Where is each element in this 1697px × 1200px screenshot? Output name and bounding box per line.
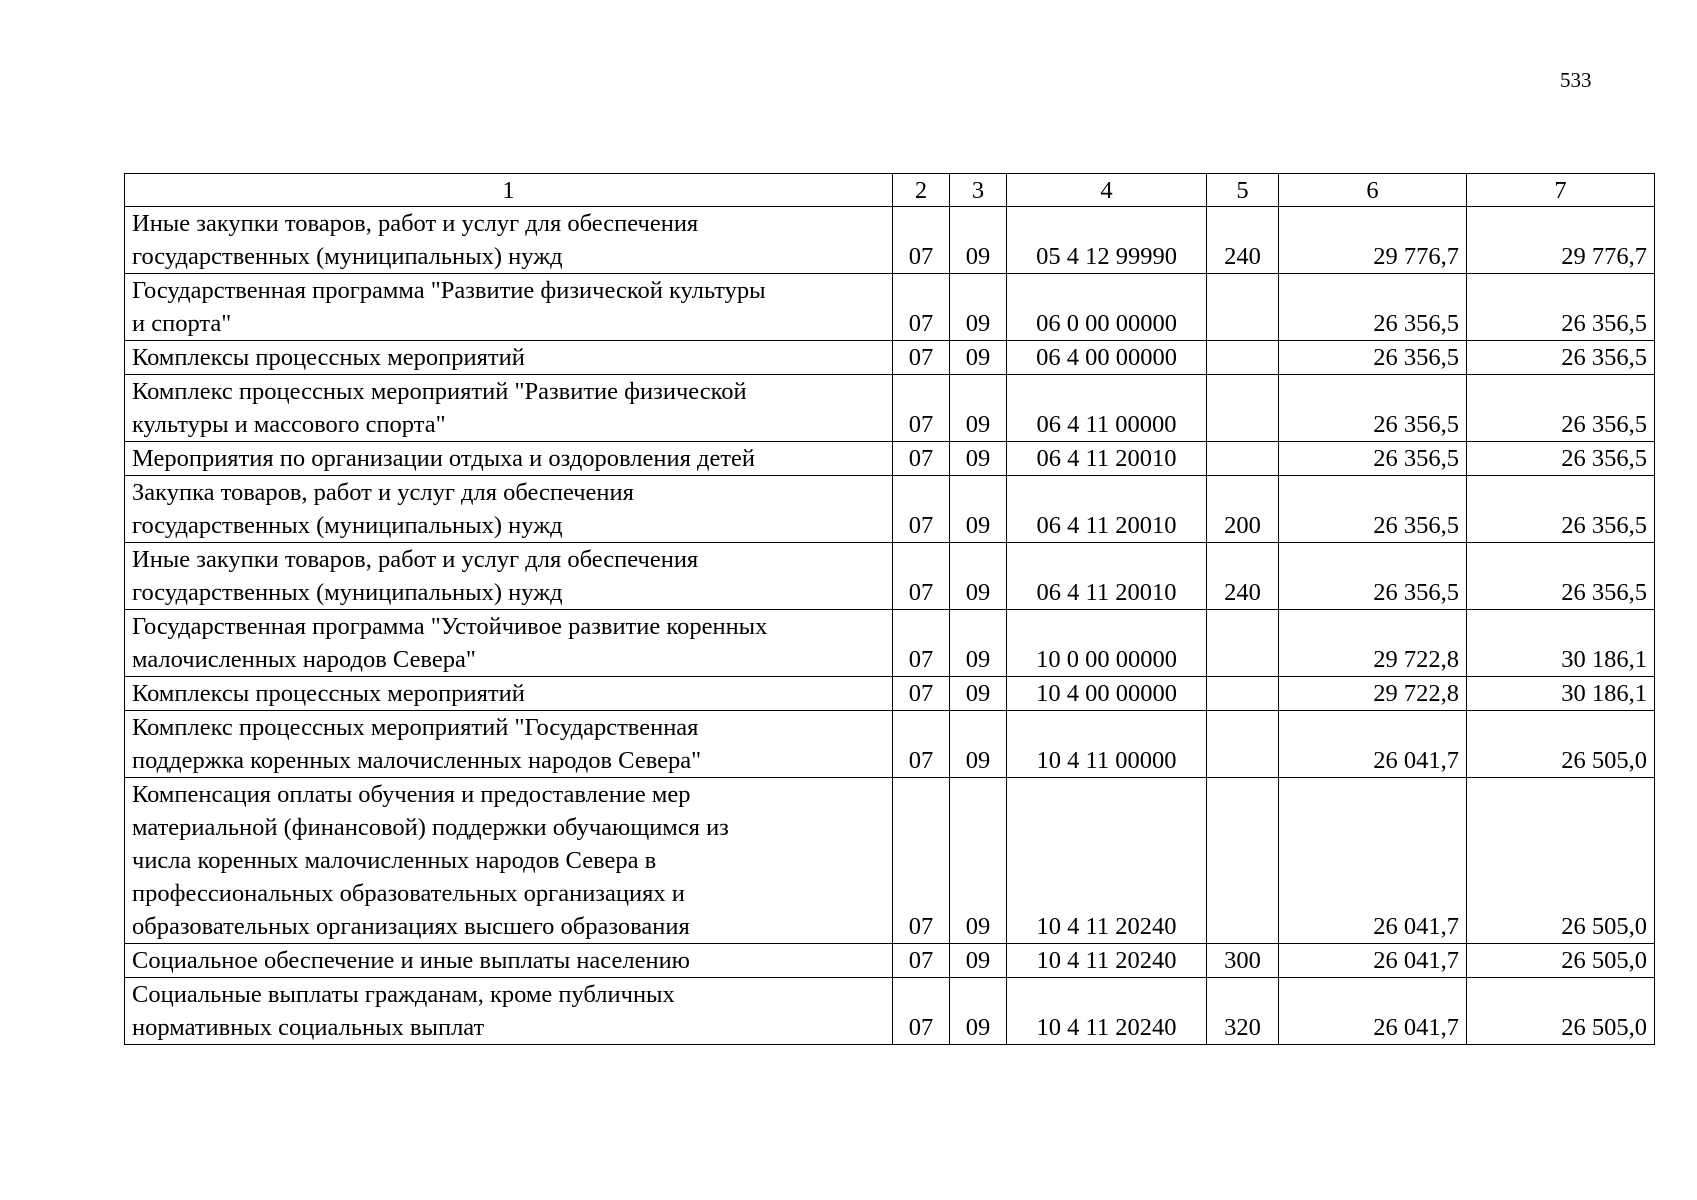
amount-year2-cell: 26 356,5 [1467,476,1655,543]
table-row [125,711,1655,778]
row-name-line: Комплекс процессных мероприятий "Развитие физической [132,378,747,405]
row-name-line: государственных (муниципальных) нужд [132,243,563,270]
amount-year1-cell: 26 356,5 [1279,375,1467,442]
expense-type-code-cell: 240 [1207,543,1279,610]
amount-year1-cell: 26 041,7 [1279,978,1467,1045]
amount-year2-cell: 26 356,5 [1467,375,1655,442]
row-name-cell [125,442,893,476]
column-header-6: 6 [1279,174,1467,207]
subsection-code-cell: 09 [950,274,1007,341]
row-name-cell [125,476,893,543]
expense-type-code-cell [1207,778,1279,944]
row-name-cell [125,274,893,341]
row-name-line: образовательных организациях высшего образования [132,913,690,940]
column-header-3: 3 [950,174,1007,207]
section-code-cell: 07 [893,341,950,375]
subsection-code-cell: 09 [950,978,1007,1045]
amount-year1-cell: 26 356,5 [1279,442,1467,476]
amount-year1-cell: 26 041,7 [1279,711,1467,778]
amount-year1-cell: 29 776,7 [1279,207,1467,274]
row-name-cell [125,978,893,1045]
expense-type-code-cell: 200 [1207,476,1279,543]
row-name-line: Социальное обеспечение и иные выплаты населению [132,947,690,974]
row-name-line: числа коренных малочисленных народов Севера в [132,847,657,874]
row-name-line: Государственная программа "Устойчивое развитие коренных [132,613,768,640]
amount-year2-cell: 26 505,0 [1467,978,1655,1045]
expense-type-code-cell [1207,341,1279,375]
column-header-1: 1 [125,174,893,207]
amount-year1-cell: 29 722,8 [1279,610,1467,677]
amount-year2-cell: 26 356,5 [1467,274,1655,341]
expense-type-code-cell [1207,375,1279,442]
row-name-line: материальной (финансовой) поддержки обучающимся из [132,814,729,841]
amount-year2-cell: 26 505,0 [1467,778,1655,944]
amount-year1-cell: 26 356,5 [1279,543,1467,610]
row-name-line: Закупка товаров, работ и услуг для обеспечения [132,479,634,506]
row-name-line: Мероприятия по организации отдыха и оздоровления детей [132,445,756,472]
row-name-cell [125,207,893,274]
amount-year1-cell: 26 041,7 [1279,778,1467,944]
table-row [125,543,1655,610]
amount-year1-cell: 26 356,5 [1279,476,1467,543]
row-name-line: профессиональных образовательных организациях и [132,880,685,907]
target-item-code-cell: 06 4 11 20010 [1007,442,1207,476]
target-item-code-cell: 10 4 00 00000 [1007,677,1207,711]
budget-table [124,173,1655,1045]
expense-type-code-cell: 240 [1207,207,1279,274]
amount-year2-cell: 26 356,5 [1467,543,1655,610]
table-row [125,778,1655,944]
expense-type-code-cell: 320 [1207,978,1279,1045]
section-code-cell: 07 [893,711,950,778]
section-code-cell: 07 [893,476,950,543]
target-item-code-cell: 10 4 11 20240 [1007,778,1207,944]
subsection-code-cell: 09 [950,543,1007,610]
section-code-cell: 07 [893,677,950,711]
section-code-cell: 07 [893,978,950,1045]
column-header-5: 5 [1207,174,1279,207]
row-name-line: культуры и массового спорта" [132,411,446,438]
expense-type-code-cell [1207,677,1279,711]
table-row [125,944,1655,978]
table-row [125,476,1655,543]
subsection-code-cell: 09 [950,341,1007,375]
row-name-cell [125,543,893,610]
row-name-line: Комплексы процессных мероприятий [132,344,525,371]
section-code-cell: 07 [893,274,950,341]
section-code-cell: 07 [893,207,950,274]
amount-year2-cell: 26 505,0 [1467,711,1655,778]
row-name-line: малочисленных народов Севера" [132,646,476,673]
row-name-line: государственных (муниципальных) нужд [132,579,563,606]
target-item-code-cell: 10 4 11 00000 [1007,711,1207,778]
amount-year2-cell: 30 186,1 [1467,677,1655,711]
subsection-code-cell: 09 [950,778,1007,944]
subsection-code-cell: 09 [950,476,1007,543]
target-item-code-cell: 06 4 11 20010 [1007,476,1207,543]
row-name-cell [125,341,893,375]
row-name-line: Государственная программа "Развитие физической культуры [132,277,766,304]
amount-year2-cell: 26 356,5 [1467,442,1655,476]
row-name-cell [125,610,893,677]
amount-year2-cell: 26 356,5 [1467,341,1655,375]
row-name-cell [125,677,893,711]
row-name-cell [125,778,893,944]
column-header-2: 2 [893,174,950,207]
expense-type-code-cell [1207,274,1279,341]
table-row [125,677,1655,711]
target-item-code-cell: 10 0 00 00000 [1007,610,1207,677]
expense-type-code-cell: 300 [1207,944,1279,978]
section-code-cell: 07 [893,610,950,677]
amount-year1-cell: 26 356,5 [1279,274,1467,341]
table-row [125,341,1655,375]
row-name-cell [125,711,893,778]
target-item-code-cell: 05 4 12 99990 [1007,207,1207,274]
column-header-4: 4 [1007,174,1207,207]
target-item-code-cell: 06 4 11 00000 [1007,375,1207,442]
row-name-line: Социальные выплаты гражданам, кроме публичных [132,981,675,1008]
table-row [125,375,1655,442]
row-name-line: Комплексы процессных мероприятий [132,680,525,707]
row-name-line: поддержка коренных малочисленных народов Севера" [132,747,702,774]
target-item-code-cell: 10 4 11 20240 [1007,944,1207,978]
row-name-line: нормативных социальных выплат [132,1014,485,1041]
section-code-cell: 07 [893,944,950,978]
amount-year1-cell: 26 041,7 [1279,944,1467,978]
row-name-line: Иные закупки товаров, работ и услуг для обеспечения [132,210,699,237]
table-body [125,207,1655,1045]
subsection-code-cell: 09 [950,711,1007,778]
subsection-code-cell: 09 [950,375,1007,442]
expense-type-code-cell [1207,610,1279,677]
amount-year1-cell: 29 722,8 [1279,677,1467,711]
table-row [125,274,1655,341]
amount-year2-cell: 29 776,7 [1467,207,1655,274]
page-number: 533 [1560,68,1592,92]
column-header-7: 7 [1467,174,1655,207]
section-code-cell: 07 [893,543,950,610]
section-code-cell: 07 [893,778,950,944]
table-row [125,978,1655,1045]
section-code-cell: 07 [893,442,950,476]
table-row [125,610,1655,677]
section-code-cell: 07 [893,375,950,442]
subsection-code-cell: 09 [950,610,1007,677]
subsection-code-cell: 09 [950,944,1007,978]
row-name-line: Комплекс процессных мероприятий "Государственная [132,714,699,741]
row-name-line: и спорта" [132,310,232,337]
target-item-code-cell: 06 4 00 00000 [1007,341,1207,375]
amount-year1-cell: 26 356,5 [1279,341,1467,375]
row-name-cell [125,944,893,978]
amount-year2-cell: 26 505,0 [1467,944,1655,978]
row-name-cell [125,375,893,442]
target-item-code-cell: 06 0 00 00000 [1007,274,1207,341]
table-header-row [125,174,1655,207]
target-item-code-cell: 10 4 11 20240 [1007,978,1207,1045]
table-row [125,442,1655,476]
table-row [125,207,1655,274]
subsection-code-cell: 09 [950,207,1007,274]
row-name-line: государственных (муниципальных) нужд [132,512,563,539]
subsection-code-cell: 09 [950,677,1007,711]
row-name-line: Компенсация оплаты обучения и предоставление мер [132,781,691,808]
expense-type-code-cell [1207,711,1279,778]
row-name-line: Иные закупки товаров, работ и услуг для обеспечения [132,546,699,573]
expense-type-code-cell [1207,442,1279,476]
target-item-code-cell: 06 4 11 20010 [1007,543,1207,610]
amount-year2-cell: 30 186,1 [1467,610,1655,677]
subsection-code-cell: 09 [950,442,1007,476]
